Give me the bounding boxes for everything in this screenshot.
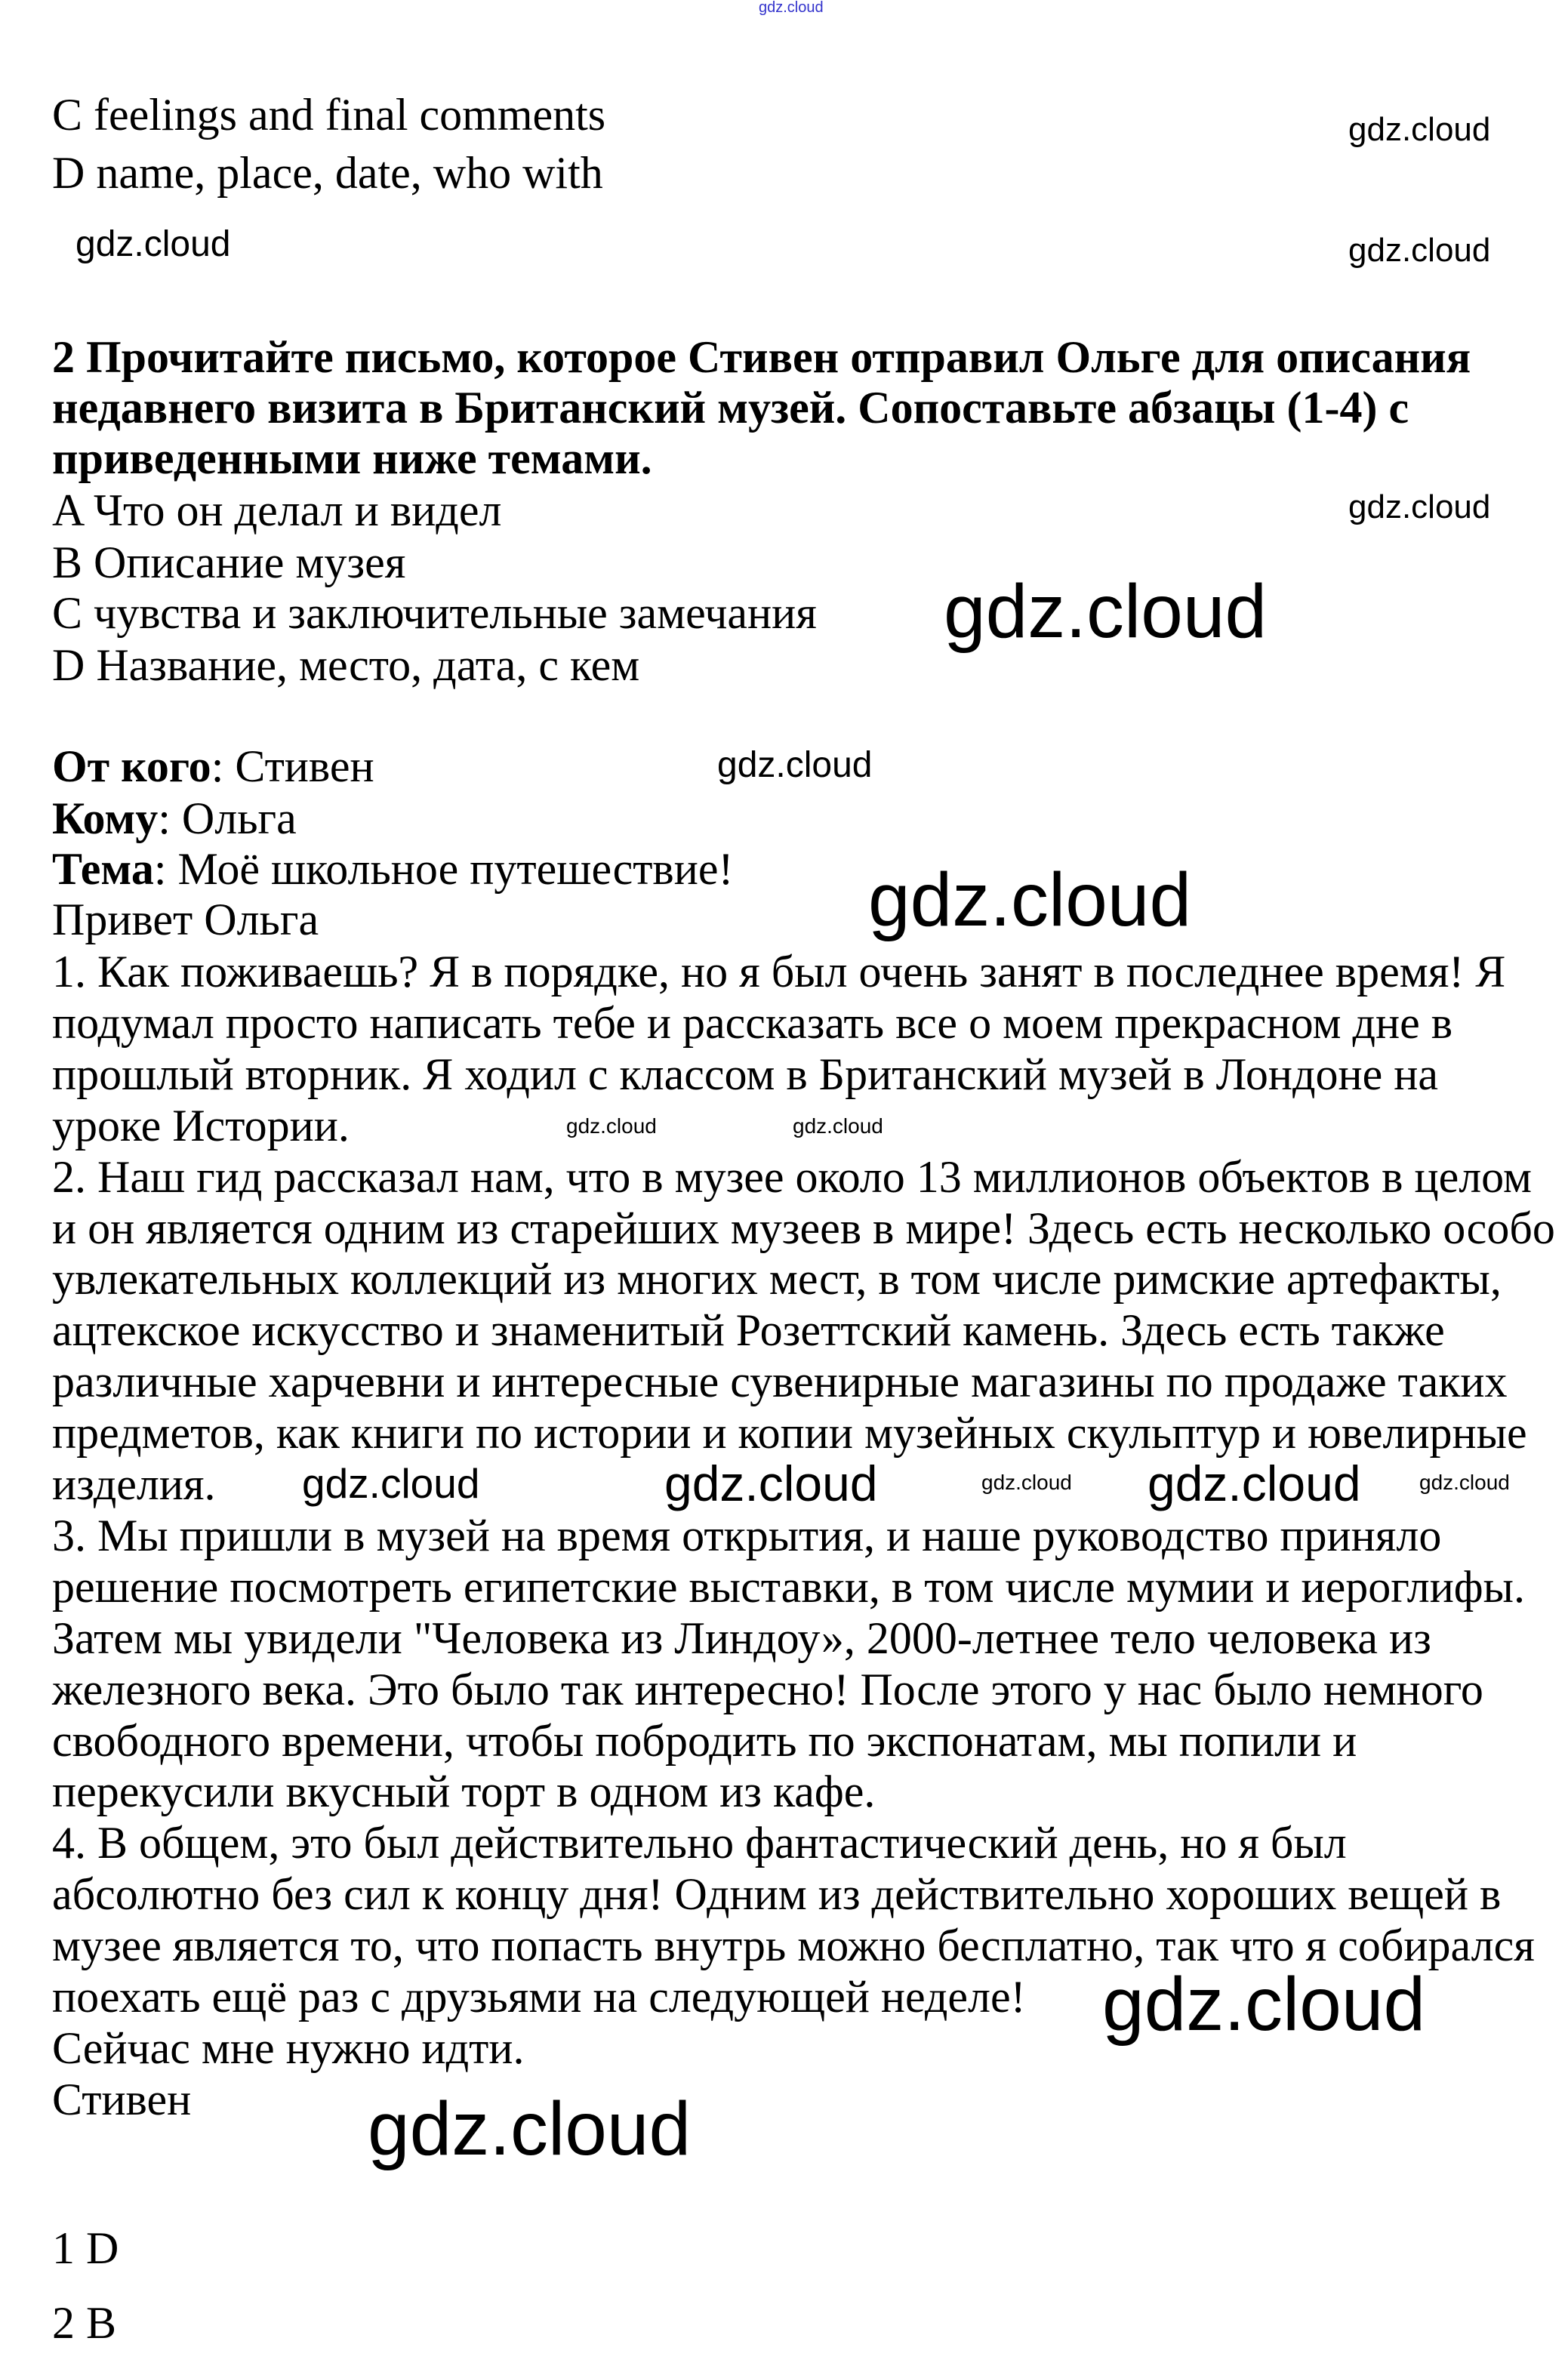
option-b-ru: B Описание музея (52, 538, 406, 587)
to-label: Кому (52, 793, 159, 843)
letter-line: перекусили вкусный торт в одном из кафе. (52, 1767, 876, 1817)
watermark: gdz.cloud (566, 1114, 657, 1138)
letter-line: музее является то, что попасть внутрь можно бесплатно, так что я собирался (52, 1921, 1535, 1971)
option-c-en: C feelings and final comments (52, 90, 606, 140)
option-a-ru: A Что он делал и видел (52, 485, 502, 535)
watermark: gdz.cloud (944, 569, 1268, 654)
option-d-en: D name, place, date, who with (52, 148, 603, 198)
task-heading-line: 2 Прочитайте письмо, которое Стивен отправил Ольге для описания (52, 332, 1471, 382)
subject-label: Тема (52, 844, 154, 894)
letter-line: ацтекское искусство и знаменитый Розеттский камень. Здесь есть также (52, 1305, 1445, 1356)
email-from (52, 740, 374, 793)
watermark: gdz.cloud (1348, 111, 1491, 148)
letter-line: решение посмотреть египетские выставки, в том числе мумии и иероглифы. (52, 1561, 1525, 1612)
letter-line: различные харчевни и интересные сувенирные магазины по продаже таких (52, 1357, 1508, 1407)
watermark: gdz.cloud (1348, 232, 1491, 269)
letter-line: поехать ещё раз с друзьями на следующей неделе! (52, 1972, 1026, 2022)
letter-line: Затем мы увидели "Человека из Линдоу», 2000-летнее тело человека из (52, 1613, 1431, 1663)
watermark: gdz.cloud (664, 1455, 878, 1511)
letter-line: увлекательных коллекций из многих мест, в том числе римские артефакты, (52, 1254, 1502, 1305)
option-c-ru: C чувства и заключительные замечания (52, 588, 817, 638)
letter-line: железного века. Это было так интересно! После этого у нас было немного (52, 1664, 1483, 1714)
letter-line: 3. Мы пришли в музей на время открытия, и наше руководство приняло (52, 1510, 1442, 1560)
letter-line: предметов, как книги по истории и копии музейных скульптур и ювелирные (52, 1408, 1527, 1459)
letter-line: 1. Как поживаешь? Я в порядке, но я был очень занят в последнее время! Я (52, 947, 1506, 997)
watermark: gdz.cloud (1419, 1471, 1510, 1494)
letter-line: изделия. (52, 1459, 216, 1509)
letter-line: свободного времени, чтобы побродить по экспонатам, мы попили и (52, 1715, 1357, 1766)
letter-line: уроке Истории. (52, 1100, 350, 1151)
watermark: gdz.cloud (981, 1471, 1072, 1494)
letter-line: Сейчас мне нужно идти. (52, 2022, 525, 2073)
letter-line: Стивен (52, 2074, 192, 2124)
letter-line: и он является одним из старейших музеев в мире! Здесь есть несколько особо (52, 1203, 1555, 1253)
watermark: gdz.cloud (868, 858, 1192, 942)
email-subject (52, 842, 733, 895)
task-heading-line: недавнего визита в Британский музей. Сопоставьте абзацы (1-4) с (52, 383, 1409, 433)
answer: 1 D (52, 2223, 119, 2273)
letter-line: подумал просто написать тебе и рассказать все о моем прекрасном дне в (52, 997, 1453, 1048)
letter-line: абсолютно без сил к концу дня! Одним из действительно хороших вещей в (52, 1869, 1502, 1920)
watermark: gdz.cloud (1102, 1962, 1426, 2047)
subject-value: : Моё школьное путешествие! (153, 844, 734, 894)
email-greeting: Привет Ольга (52, 895, 319, 944)
letter-line: 4. В общем, это был действительно фантастический день, но я был (52, 1818, 1347, 1868)
to-value: : Ольга (158, 793, 297, 843)
top-watermark: gdz.cloud (759, 0, 824, 16)
task-heading-line: приведенными ниже темами. (52, 433, 652, 483)
from-value: : Стивен (211, 741, 374, 791)
watermark: gdz.cloud (793, 1114, 883, 1138)
from-label: От кого (52, 741, 211, 791)
watermark: gdz.cloud (302, 1460, 480, 1507)
watermark: gdz.cloud (1148, 1455, 1361, 1511)
watermark: gdz.cloud (1348, 488, 1491, 525)
answer: 2 B (52, 2298, 117, 2348)
option-d-ru: D Название, место, дата, с кем (52, 640, 640, 690)
watermark: gdz.cloud (717, 745, 873, 785)
letter-line: прошлый вторник. Я ходил с классом в Британский музей в Лондоне на (52, 1049, 1438, 1099)
letter-line: 2. Наш гид рассказал нам, что в музее около 13 миллионов объектов в целом (52, 1151, 1532, 1202)
email-to (52, 792, 297, 845)
watermark: gdz.cloud (368, 2087, 692, 2171)
watermark: gdz.cloud (75, 224, 231, 264)
